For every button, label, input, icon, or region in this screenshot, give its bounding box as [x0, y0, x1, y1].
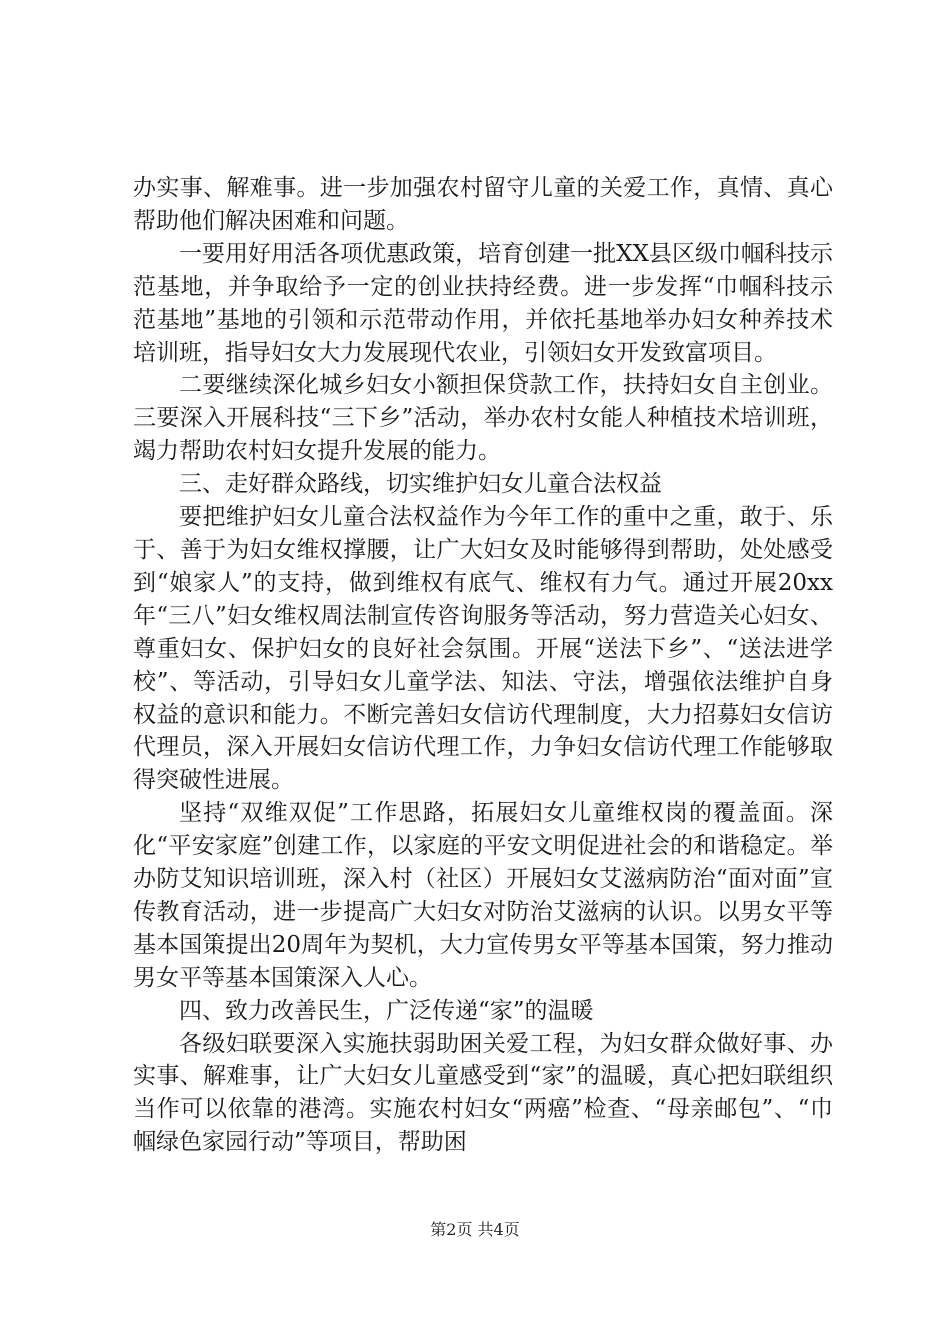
page-number-label: 第2页 共4页 — [430, 1220, 520, 1239]
section-heading-3: 三、走好群众路线，切实维护妇女儿童合法权益 — [179, 471, 662, 498]
paragraph-5: 坚持“双维双促”工作思路，拓展妇女儿童维权岗的覆盖面。深化“平安家庭”创建工作，以家庭的平安文明促进社会的和谐稳定。举办防艾知识培训班，深入村（社区）开展妇女艾滋病防治“面对面”宣传教育活动，进一步提高广大妇女对防治艾滋病的认识。以男女平等基本国策提出20周年为契机，大力宣传男女平等基本国策，努力推动男女平等基本国策深入人心。 — [133, 800, 833, 991]
paragraph-2: 一要用好用活各项优惠政策，培育创建一批XX县区级巾帼科技示范基地，并争取给予一定的创业扶持经费。进一步发挥“巾帼科技示范基地”基地的引领和示范带动作用，并依托基地举办妇女种养技术培训班，指导妇女大力发展现代农业，引领妇女开发致富项目。 — [133, 240, 833, 366]
paragraph-1: 办实事、解难事。进一步加强农村留守儿童的关爱工作，真情、真心帮助他们解决困难和问题。 — [133, 175, 833, 234]
page-footer — [0, 1217, 950, 1240]
document-body — [133, 172, 833, 1159]
section-heading-4: 四、致力改善民生，广泛传递“家”的温暖 — [179, 997, 594, 1024]
paragraph-3: 二要继续深化城乡妇女小额担保贷款工作，扶持妇女自主创业。三要深入开展科技“三下乡”活动，举办农村女能人种植技术培训班，竭力帮助农村妇女提升发展的能力。 — [133, 372, 833, 465]
paragraph-6: 各级妇联要深入实施扶弱助困关爱工程，为妇女群众做好事、办实事、解难事，让广大妇女儿童感受到“家”的温暖，真心把妇联组织当作可以依靠的港湾。实施农村妇女“两癌”检查、“母亲邮包”、“巾帼绿色家园行动”等项目，帮助困 — [133, 1030, 833, 1156]
paragraph-4: 要把维护妇女儿童合法权益作为今年工作的重中之重，敢于、乐于、善于为妇女维权撑腰，让广大妇女及时能够得到帮助，处处感受到“娘家人”的支持，做到维权有底气、维权有力气。通过开展20xx年“三八”妇女维权周法制宣传咨询服务等活动，努力营造关心妇女、尊重妇女、保护妇女的良好社会氛围。开展“送法下乡”、“送法进学校”、等活动，引导妇女儿童学法、知法、守法，增强依法维护自身权益的意识和能力。不断完善妇女信访代理制度，大力招募妇女信访代理员，深入开展妇女信访代理工作，力争妇女信访代理工作能够取得突破性进展。 — [133, 504, 833, 794]
